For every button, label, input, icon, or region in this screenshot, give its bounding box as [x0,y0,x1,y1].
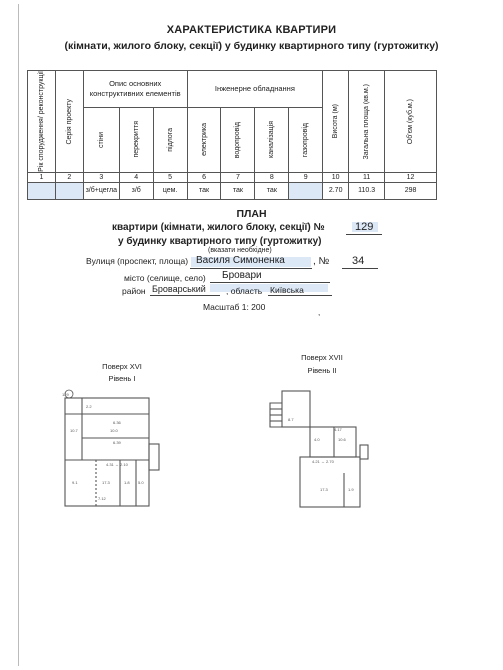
document-subtitle: (кімнати, жилого блоку, секції) у будинку квартирного типу (гуртожитку) [64,40,439,52]
plan-title: ПЛАН [236,208,267,220]
value-ceilings: з/б [119,182,153,199]
col-header-electric: електрика [200,123,208,157]
svg-text:7.12: 7.12 [98,496,106,501]
col-header-volume: Об'єм (куб.м.) [407,98,415,145]
svg-text:6.39: 6.39 [113,440,121,445]
col-number: 3 [83,172,119,182]
district-label: район [122,286,146,296]
col-number: 4 [119,172,153,182]
values-row [28,182,437,199]
value-electric: так [187,182,221,199]
value-series [55,182,83,199]
house-number-label: , № [313,256,330,267]
value-gas [289,182,323,199]
col-number: 12 [385,172,437,182]
col-header-floors: підлога [166,127,174,152]
floor-16-plan [58,388,170,512]
street-label: Вулиця (проспект, площа) [86,256,189,266]
plan-building-type: у будинку квартирного типу (гуртожитку) [118,236,322,247]
svg-text:6.36: 6.36 [113,420,121,425]
svg-text:10.7: 10.7 [70,428,78,433]
col-number: 2 [55,172,83,182]
svg-text:129: 129 [62,392,69,397]
svg-text:17.3: 17.3 [320,487,328,492]
underline [268,295,332,296]
underline [150,295,220,296]
region-value: Київська [270,285,304,295]
district-value: Броварський [152,284,206,294]
svg-text:9.1: 9.1 [72,480,78,485]
document-title: ХАРАКТЕРИСТИКА КВАРТИРИ [166,24,337,36]
col-number: 7 [221,172,255,182]
characteristics-table [27,70,437,200]
svg-text:5.0: 5.0 [138,480,144,485]
svg-text:4.0: 4.0 [314,437,320,442]
select-note: (вказати необхідне) [208,247,272,254]
floor-17-plan [262,383,380,513]
col-header-water: водопровід [234,121,242,158]
group-header-engineering: Інженерне обладнання [187,71,323,108]
value-year [28,182,56,199]
value-water: так [221,182,255,199]
svg-text:4.21 ↔ 2.70: 4.21 ↔ 2.70 [312,459,334,464]
apartment-number: 129 [355,221,374,233]
col-header-height: Висота (м) [332,104,340,139]
city-value: Бровари [222,270,262,281]
col-number: 5 [153,172,187,182]
underline [346,234,382,235]
col-header-year: Рік спорудження/ реконструкції [37,71,45,172]
col-header-gas: газопровід [302,122,310,157]
house-number: 34 [352,255,365,267]
value-sewer: так [255,182,289,199]
floor-17-level: Рівень ІІ [307,366,337,375]
city-label: місто (селище, село) [124,273,206,283]
col-number: 1 [28,172,56,182]
street-value: Василя Симоненка [196,255,285,266]
column-numbers-row [28,172,437,182]
col-header-walls: стіни [97,131,105,148]
region-label: , область [226,286,263,296]
col-number: 10 [323,172,349,182]
value-volume: 298 [385,182,437,199]
floor-17-label: Поверх XVII [301,353,343,362]
svg-text:10.0: 10.0 [110,428,118,433]
svg-text:10.6: 10.6 [338,437,346,442]
col-header-series: Серія проекту [65,98,73,145]
col-number: 11 [349,172,385,182]
svg-text:1.8: 1.8 [124,480,130,485]
value-floors: цем. [153,182,187,199]
floor-16-label: Поверх XVI [102,362,142,371]
mark: , [318,308,321,317]
col-header-sewer: каналізація [268,121,276,159]
col-header-area: Загальна площа (кв.м.) [363,83,371,160]
plan-subtitle: квартири (кімнати, жилого блоку, секції) № [112,222,325,233]
svg-text:4.31 ↔ 2.10: 4.31 ↔ 2.10 [106,462,128,467]
col-header-ceilings: перекриття [132,121,140,159]
value-height: 2.70 [323,182,349,199]
underline [190,268,312,269]
svg-text:4.17: 4.17 [334,427,342,432]
floor-16-level: Рівень І [108,374,136,383]
svg-text:1.9: 1.9 [348,487,354,492]
svg-text:2.2: 2.2 [86,404,92,409]
col-number: 6 [187,172,221,182]
col-number: 9 [289,172,323,182]
scale-text: Масштаб 1: 200 [203,302,266,312]
group-header-structural: Опис основних конструктивних елементів [83,71,187,108]
underline [342,268,378,269]
underline [210,282,330,283]
value-area: 110.3 [349,182,385,199]
value-walls: з/б+цегла [83,182,119,199]
col-number: 8 [255,172,289,182]
svg-text:8.7: 8.7 [288,417,294,422]
svg-text:17.3: 17.3 [102,480,110,485]
